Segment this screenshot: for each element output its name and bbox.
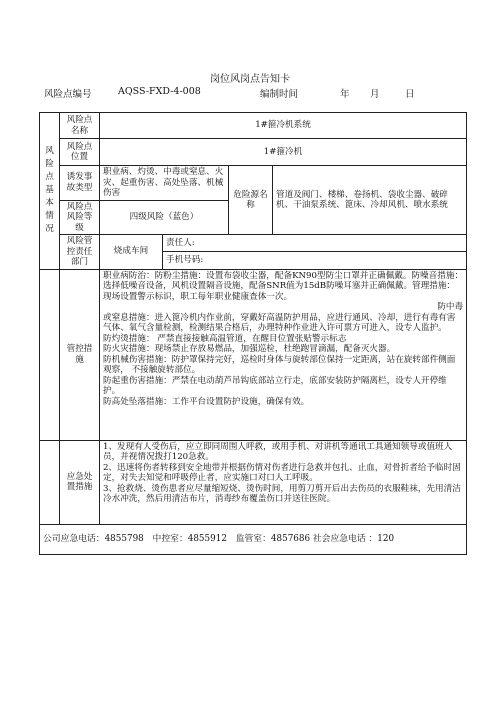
emergency-item: 3、抢救烧、烫伤患者应尽量缩短烧、烫伤时间，用剪刀剪开后出去伤员的衣服鞋袜，先用清洁冷水冲洗，然后用清洁布片，消毒纱布覆盖伤口并送往医院。 xyxy=(103,483,461,504)
risk-notice-table xyxy=(39,112,467,555)
emergency-item: 2、迅速将伤者转移到安全地带并根据伤情对伤者进行急救并包扎、止血，对骨折者给予临时固定，对失去知觉和呼吸停止者，应实施口对口人工呼吸。 xyxy=(103,462,461,483)
measure-item: 防起重伤害措施：严禁在电动葫芦吊钩底部站立行走，底部安装防护隔离栏，设专人开停维护。 xyxy=(103,375,447,396)
emergency-content xyxy=(100,440,467,524)
measure-item: 防机械伤害措施：防护罩保持完好，巡检时身体与旋转部位保持一定距离，站在旋转部件侧面观察， 不接触旋转部位。 xyxy=(103,354,456,375)
duty-label: 风险管控责任部门 xyxy=(60,235,100,270)
day-label: 日 xyxy=(405,89,415,100)
point-name-value: 1#箍冷机系统 xyxy=(100,113,467,139)
measure-item: 防灼烫措施： 严禁直接接触高温管道，在醒目位置张贴警示标志 xyxy=(103,333,347,344)
level-label: 风险点风险等级 xyxy=(60,200,100,235)
source-value: 管道及阀门、楼梯、卷扬机、袋收尘器、破碎机、干油泵系统、篦床、冷却风机、喷水系统 xyxy=(273,166,467,235)
level-value: 四级风险（蓝色） xyxy=(100,200,229,235)
measure-item: 防火灾措施：现场禁止存放易燃品，加强巡检，杜绝跑冒滴漏，配备灭火器。 xyxy=(103,344,396,354)
measures-content xyxy=(100,269,467,440)
measure-item: 或窒息措施：进入篦冷机内作业前，穿戴好高温防护用品，应进行通风、冷却，进行有毒有害气体、氧气含量检测，检测结果合格后，办理特种作业进入许可票方可进入，设专人监护。 xyxy=(103,312,456,333)
location-value: 1#箍冷机 xyxy=(100,139,467,166)
cause-value: 职业病、灼烫、中毒或窒息、火灾、起重伤害、高处坠落、机械伤害 xyxy=(100,166,229,201)
source-label: 危险源名称 xyxy=(229,166,273,235)
year-label: 年 xyxy=(340,89,350,100)
duty-person: 责任人: xyxy=(163,235,467,252)
cause-label: 诱发事故类型 xyxy=(60,166,100,201)
duty-phone: 手机号码: xyxy=(163,252,467,269)
measure-item: 防中毒 xyxy=(437,302,464,312)
month-label: 月 xyxy=(370,89,380,100)
measure-item: 防高处坠落措施：工作平台设置防护设施，确保有效。 xyxy=(103,396,310,407)
point-number-value: AQSS-FXD-4-008 xyxy=(118,86,201,97)
document-title: 岗位风岗点告知卡 xyxy=(210,74,290,85)
date-label: 编制时间 xyxy=(260,89,299,100)
point-name-label: 风险点名称 xyxy=(60,113,100,139)
point-number-label: 风险点编号 xyxy=(44,89,92,100)
measures-label: 管控措施 xyxy=(60,269,100,440)
duty-department: 烧成车间 xyxy=(100,235,163,270)
emergency-label: 应急处置措施 xyxy=(60,440,100,524)
document-meta xyxy=(40,86,480,100)
basic-info-section-label: 风 险 点 基 本 情 况 xyxy=(40,113,60,270)
location-label: 风险点位置 xyxy=(60,139,100,166)
emergency-contacts: 公司应急电话：4855798 中控室：4855912 监管室：4857686 社会应急电话 ：120 xyxy=(40,524,467,554)
measure-item: 职业病防治：防粉尘措施：设置布袋收尘器，配备KN90型防尘口罩并正确佩戴。防噪音措施：选择低噪音设备，风机设置隔音设施，配备SNR值为15dB防噪耳塞并正确佩戴。管理措施：现场设置警示标识，职工每年职业健康查体一次。 xyxy=(103,270,464,302)
emergency-item: 1、发现有人受伤后，应立即同周围人呼救，或用手机、对讲机等通讯工具通知领导或值班人员，并视情况拨打120急救。 xyxy=(103,441,453,462)
